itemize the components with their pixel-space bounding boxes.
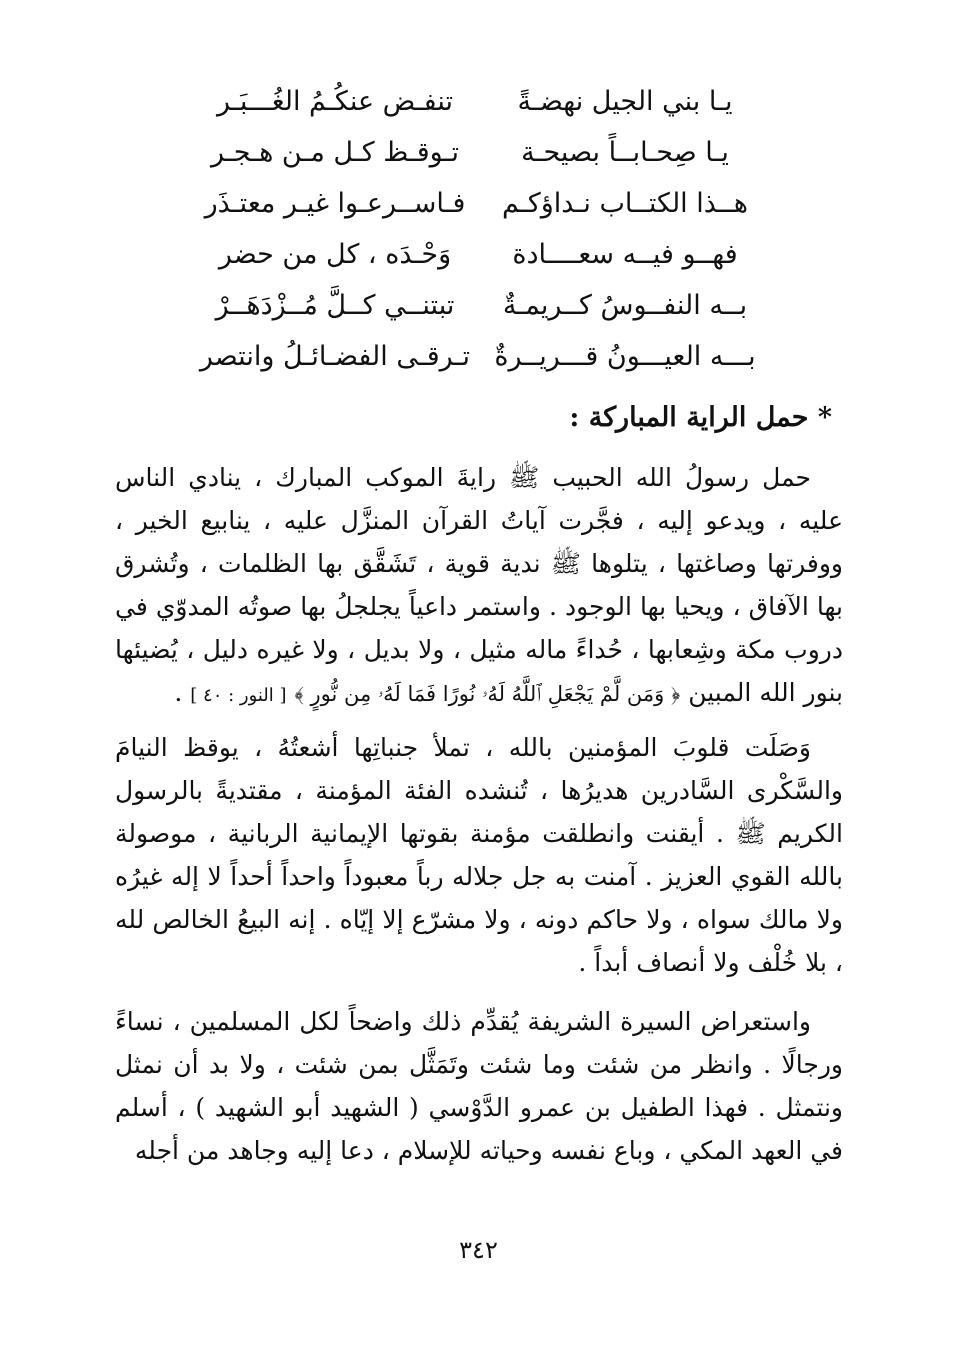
- paragraph-end: .: [174, 678, 183, 707]
- poem-line: [200, 178, 760, 229]
- quran-verse: ﴿ وَمَن لَّمْ يَجْعَلِ ٱللَّهُ لَهُۥ نُورًا فَمَا لَهُۥ مِن نُّورٍ ﴾: [294, 682, 681, 706]
- verse-reference: [ النور : ٤٠ ]: [190, 685, 287, 706]
- poem-hemistich-left: فـاســرعـوا غيـر معتـذَر: [204, 188, 466, 219]
- poem-hemistich-right: بـــه العيـــونُ قـــريــرةٌ: [494, 341, 756, 372]
- paragraph-body: حمل رسولُ الله الحبيب ﷺ رايةَ الموكب المبارك ، ينادي الناس عليه ، ويدعو إليه ، فجَّرت آياتُ القرآن المنزَّل عليه ، ينابيع الخير ، ووفرتها وصاغتها ، يتلوها ﷺ ندية قوية ، تَشَقَّق بها الظلمات ، وتُشرق بها الآفاق ، ويحيا بها الوجود . واستمر داعياً يجلجلُ بها صوتُه المدوّي في دروب مكة وشِعابها ، حُداءً ماله مثيل ، ولا بديل ، ولا غيره دليل ، يُضيئها بنور الله المبين: [115, 463, 843, 707]
- section-heading: * حمل الراية المباركة :: [569, 402, 832, 433]
- poem-line: [200, 127, 760, 178]
- poem-line: [200, 331, 760, 382]
- poem-hemistich-right: يـا بني الجيل نهضـةً: [517, 86, 733, 117]
- paragraph-1: [115, 456, 843, 717]
- paragraph-3: [115, 1000, 843, 1172]
- poem-hemistich-right: هــذا الكتــاب نـداؤكـم: [501, 188, 749, 219]
- poem-hemistich-left: وَحْـدَه ، كل من حضر: [218, 239, 452, 270]
- poem-hemistich-left: تـوقـظ كـل مـن هـجـر: [210, 137, 460, 168]
- paragraph-text: وَصَلَت قلوبَ المؤمنين بالله ، تملأ جنباتِها أشعتُهُ ، يوقظ النيامَ والسَّكْرى السَّادرين هديرُها ، تُنشده الفئة المؤمنة ، مقتديةً بالرسول الكريم ﷺ . أيقنت وانطلقت مؤمنة بقوتها الإيمانية الربانية ، موصولة بالله القوي العزيز . آمنت به جل جلاله رباً معبوداً واحداً أحداً لا إله غيرُه ولا مالك سواه ، ولا حاكم دونه ، ولا مشرّع إلا إيّاه . إنه البيعُ الخالص لله ، بلا خُلْف ولا أنصاف أبداً .: [115, 733, 843, 977]
- paragraph-text: واستعراض السيرة الشريفة يُقدِّم ذلك واضحاً لكل المسلمين ، نساءً ورجالًا . وانظر من شئت وما شئت وتَمَثَّل بمن شئت ، ولا بد أن نمثل ونتمثل . فهذا الطفيل بن عمرو الدَّوْسي ( الشهيد أبو الشهيد ) ، أسلم في العهد المكي ، وباع نفسه وحياته للإسلام ، دعا إليه وجاهد من أجله: [115, 1007, 843, 1165]
- paragraph-text: [115, 456, 843, 717]
- poem-line: [200, 76, 760, 127]
- poem-line: [200, 229, 760, 280]
- poem-hemistich-right: فهــو فيــه سعــــادة: [512, 239, 738, 270]
- poem-hemistich-left: تبتنــي كــلَّ مُــزْدَهَــرْ: [215, 290, 455, 321]
- poem-line: [200, 280, 760, 331]
- paragraph-2: [115, 726, 843, 984]
- poem-hemistich-left: تنفـض عنكُـمُ الغُـــبَـر: [217, 86, 453, 117]
- poem-hemistich-left: تـرقـى الفضـائـلُ وانتصر: [199, 341, 470, 372]
- poem-hemistich-right: بــه النفــوسُ كــريمـةٌ: [502, 290, 748, 321]
- poem-hemistich-right: يـا صِحـابــاً بصيحـة: [521, 137, 729, 168]
- poem: [200, 76, 760, 382]
- page-number: ٣٤٢: [459, 1236, 498, 1264]
